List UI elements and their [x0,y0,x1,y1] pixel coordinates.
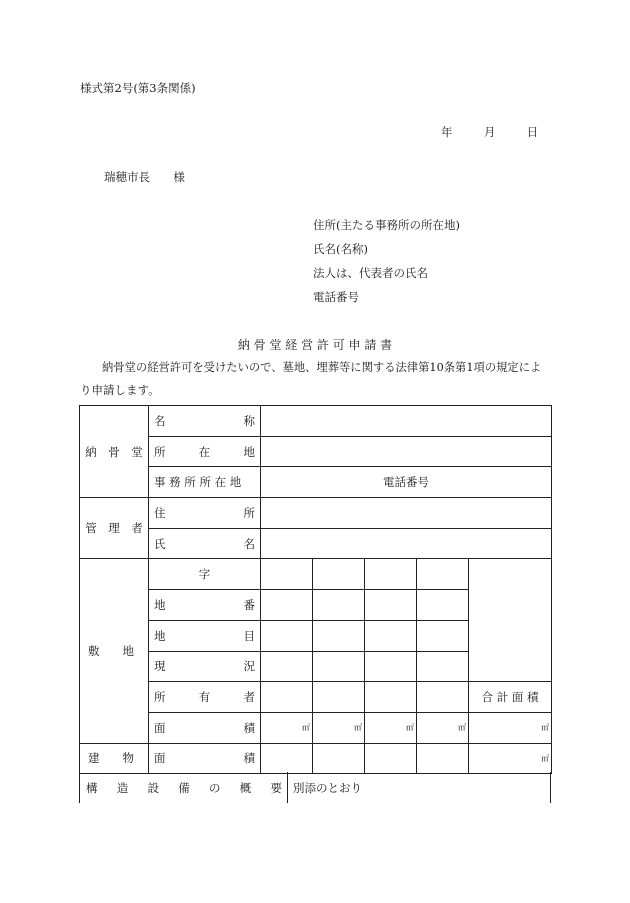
row-site-owner [80,682,552,713]
ossuary-group-label: 納 骨 堂 [80,406,149,498]
date-line [441,124,538,140]
site-category-cell-1[interactable] [261,620,313,651]
site-owner-cell-2[interactable] [313,682,365,713]
date-day: 日 [526,125,539,139]
sqm-unit: ㎡ [458,723,466,733]
manager-address-field[interactable] [261,498,552,529]
sqm-unit: ㎡ [406,723,414,733]
building-area-total[interactable] [469,743,552,774]
row-site-aza [80,559,552,590]
sqm-unit: ㎡ [541,753,550,763]
manager-address-label: 住 所 [149,498,261,529]
site-lot-cell-1[interactable] [261,590,313,621]
row-site-area [80,712,552,743]
site-area-cell-1[interactable] [261,712,313,743]
building-area-cell-3[interactable] [365,743,417,774]
office-phone-field[interactable] [261,467,552,498]
building-group-label: 建 物 [80,743,149,774]
site-status-cell-1[interactable] [261,651,313,682]
site-blank-cell [469,559,552,682]
manager-name-label: 氏 名 [149,528,261,559]
sqm-unit: ㎡ [541,723,550,733]
structure-row [79,772,551,803]
site-lot-cell-2[interactable] [313,590,365,621]
building-area-label: 面 積 [149,743,261,774]
building-area-cell-2[interactable] [313,743,365,774]
ossuary-location-field[interactable] [261,436,552,467]
office-location-label: 事 務 所 所 在 地 [149,467,261,498]
ossuary-location-label: 所 在 地 [149,436,261,467]
row-building-area [80,743,552,774]
site-aza-cell-4[interactable] [417,559,469,590]
row-manager-name [80,528,552,559]
site-owner-label: 所 有 者 [149,682,261,713]
manager-group-label: 管 理 者 [80,498,149,559]
applicant-phone-label: 電話番号 [313,290,359,304]
site-aza-cell-1[interactable] [261,559,313,590]
document-title: 納 骨 堂 経 営 許 可 申 請 書 [237,338,393,352]
site-aza-label: 字 [149,559,261,590]
addressee-suffix: 様 [173,170,185,184]
site-owner-cell-4[interactable] [417,682,469,713]
building-area-cell-4[interactable] [417,743,469,774]
row-office-location [80,467,552,498]
site-area-label: 面 積 [149,712,261,743]
building-area-cell-1[interactable] [261,743,313,774]
site-status-cell-4[interactable] [417,651,469,682]
site-status-cell-3[interactable] [365,651,417,682]
date-month: 月 [483,125,496,139]
row-ossuary-location [80,436,552,467]
ossuary-name-label: 名 称 [149,406,261,437]
total-area-field[interactable] [469,712,552,743]
site-status-label: 現 況 [149,651,261,682]
site-area-cell-2[interactable] [313,712,365,743]
structure-value[interactable]: 別添のとおり [293,781,362,795]
structure-divider [287,772,288,803]
site-category-cell-4[interactable] [417,620,469,651]
addressee [104,169,185,185]
site-category-cell-3[interactable] [365,620,417,651]
applicant-address-label: 住所(主たる事務所の所在地) [313,218,460,232]
site-category-cell-2[interactable] [313,620,365,651]
site-lot-label: 地 番 [149,590,261,621]
site-group-label: 敷 地 [80,559,149,743]
structure-label: 構 造 設 備 の 概 要 [86,781,282,795]
site-category-label: 地 目 [149,620,261,651]
site-lot-cell-4[interactable] [417,590,469,621]
site-owner-cell-1[interactable] [261,682,313,713]
sqm-unit: ㎡ [302,723,310,733]
site-area-cell-4[interactable] [417,712,469,743]
row-ossuary-name [80,406,552,437]
ossuary-name-field[interactable] [261,406,552,437]
form-number: 様式第2号(第3条関係) [80,81,196,95]
date-year: 年 [441,125,453,139]
applicant-name-label: 氏名(名称) [313,242,368,256]
addressee-name: 瑞穂市長 [104,170,150,184]
application-form-table [79,405,552,774]
total-area-label: 合 計 面 積 [469,682,552,713]
intro-line-1: 納骨堂の経営許可を受けたいので、墓地、埋葬等に関する法律第10条第1項の規定によ [102,361,542,374]
manager-name-field[interactable] [261,528,552,559]
site-owner-cell-3[interactable] [365,682,417,713]
sqm-unit: ㎡ [354,723,362,733]
site-status-cell-2[interactable] [313,651,365,682]
applicant-corporation-note: 法人は、代表者の氏名 [313,266,428,280]
intro-line-2: り申請します。 [80,383,160,397]
site-aza-cell-3[interactable] [365,559,417,590]
row-manager-address [80,498,552,529]
site-aza-cell-2[interactable] [313,559,365,590]
office-phone-label: 電話番号 [383,475,430,490]
site-area-cell-3[interactable] [365,712,417,743]
site-lot-cell-3[interactable] [365,590,417,621]
